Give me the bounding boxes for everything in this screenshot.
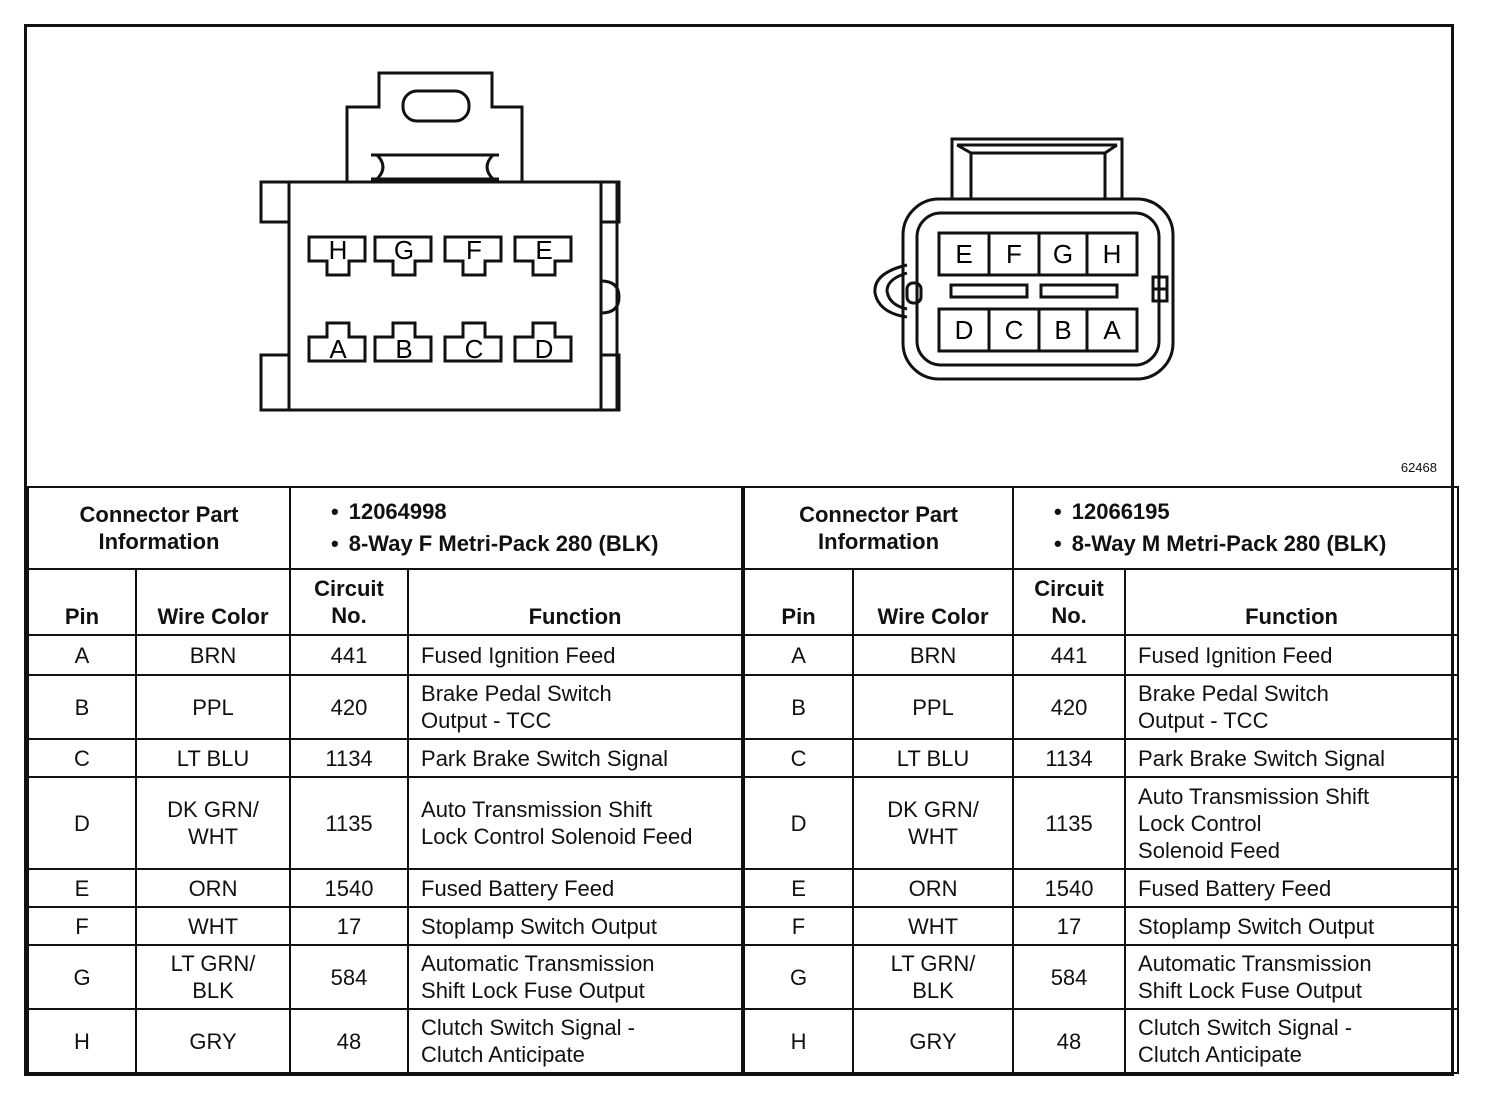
table-row: [28, 907, 1458, 945]
right-info-label-line: Connector Part: [799, 502, 958, 527]
wire-color-cell-line: LT BLU: [896, 745, 970, 771]
function-cell-line: Automatic Transmission: [421, 951, 655, 976]
pin-cell: E: [743, 869, 853, 907]
function-cell-line: Lock Control: [1138, 810, 1262, 836]
female-pin-label: C: [464, 334, 484, 364]
circuit-cell: 420: [290, 675, 408, 739]
function-cell: [1125, 869, 1458, 907]
connector-pinout-table: [27, 486, 1459, 1074]
male-pin-label: G: [1052, 239, 1074, 269]
pin-cell: C: [28, 739, 136, 777]
function-cell-line: Fused Ignition Feed: [1138, 642, 1333, 668]
part-info-row: [28, 487, 1458, 569]
circuit-cell: 1134: [290, 739, 408, 777]
male-pin-label: F: [1006, 239, 1022, 269]
function-cell-line: Clutch Anticipate: [421, 1042, 585, 1067]
circuit-cell: 1135: [1013, 777, 1125, 869]
header-pin: Pin: [743, 569, 853, 635]
circuit-cell: 1134: [1013, 739, 1125, 777]
female-connector-drawing: [261, 73, 619, 410]
wire-color-cell-line: WHT: [907, 824, 959, 849]
function-cell-line: Output - TCC: [1138, 708, 1269, 733]
function-cell: [408, 739, 743, 777]
diagram-frame: [24, 24, 1454, 1076]
circuit-cell: 1135: [290, 777, 408, 869]
male-pin-label: H: [1102, 239, 1122, 269]
function-cell-line: Output - TCC: [421, 708, 552, 733]
function-cell-line: Fused Battery Feed: [421, 875, 615, 901]
female-pin-label: D: [534, 334, 554, 364]
male-pin-label: A: [1103, 315, 1121, 345]
pin-cell: B: [28, 675, 136, 739]
circuit-cell: 420: [1013, 675, 1125, 739]
male-connector-drawing: [875, 139, 1173, 379]
pin-cell: E: [28, 869, 136, 907]
wire-color-cell: [853, 739, 1013, 777]
function-cell: [1125, 739, 1458, 777]
wire-color-cell-line: DK GRN/: [167, 797, 259, 822]
pin-cell: A: [28, 635, 136, 675]
right-part-info: [1013, 487, 1458, 569]
table-row: [28, 777, 1458, 869]
pin-cell: G: [743, 945, 853, 1009]
function-cell-line: Clutch Switch Signal -: [421, 1015, 635, 1040]
function-cell: [408, 869, 743, 907]
wire-color-cell: [853, 675, 1013, 739]
pin-cell: H: [743, 1009, 853, 1073]
right-info-label-line: Information: [818, 529, 940, 554]
function-cell: [408, 635, 743, 675]
wire-color-cell-line: BLK: [912, 978, 954, 1003]
pin-cell: F: [743, 907, 853, 945]
function-cell: [408, 777, 743, 869]
female-pin-label: F: [466, 235, 482, 265]
wire-color-cell-line: WHT: [907, 913, 959, 939]
pin-cell: C: [743, 739, 853, 777]
left-info-label-line: Connector Part: [79, 502, 239, 527]
function-cell: [408, 675, 743, 739]
table-row: [28, 675, 1458, 739]
function-cell-line: Brake Pedal Switch: [1138, 681, 1329, 706]
function-cell-line: Brake Pedal Switch: [421, 681, 612, 706]
pin-cell: G: [28, 945, 136, 1009]
wire-color-cell-line: LT GRN/: [890, 951, 976, 976]
circuit-cell: 48: [290, 1009, 408, 1073]
header-function: Function: [1125, 569, 1458, 635]
function-cell-line: Stoplamp Switch Output: [1138, 913, 1375, 939]
header-row: [28, 569, 1458, 635]
function-cell-line: Shift Lock Fuse Output: [421, 978, 645, 1003]
female-pin-label: E: [535, 235, 553, 265]
pin-cell: H: [28, 1009, 136, 1073]
circuit-cell: 441: [290, 635, 408, 675]
function-cell-line: Solenoid Feed: [1138, 837, 1280, 863]
function-cell: [1125, 1009, 1458, 1073]
wire-color-cell-line: LT GRN/: [170, 951, 256, 976]
header-pin: Pin: [28, 569, 136, 635]
header-circuit: [1013, 569, 1125, 635]
function-cell-line: Park Brake Switch Signal: [1138, 745, 1386, 771]
table-row: [28, 945, 1458, 1009]
wire-color-cell-line: GRY: [909, 1028, 957, 1054]
pin-cell: D: [28, 777, 136, 869]
male-pin-label: B: [1054, 315, 1072, 345]
circuit-cell: 48: [1013, 1009, 1125, 1073]
wire-color-cell-line: PPL: [912, 694, 954, 720]
circuit-cell: 17: [1013, 907, 1125, 945]
function-cell-line: Fused Battery Feed: [1138, 875, 1332, 901]
male-pin-label: D: [954, 315, 974, 345]
header-circuit: [290, 569, 408, 635]
wire-color-cell-line: DK GRN/: [887, 797, 979, 822]
wire-color-cell: [136, 739, 290, 777]
header-circuit-line: No.: [1051, 603, 1087, 628]
function-cell-line: Clutch Switch Signal -: [1138, 1015, 1353, 1040]
function-cell: [408, 907, 743, 945]
header-circuit-line: Circuit: [1034, 576, 1104, 601]
function-cell: [408, 945, 743, 1009]
wire-color-cell: [853, 777, 1013, 869]
right-part-info-label: [743, 487, 1013, 569]
wire-color-cell-line: WHT: [187, 913, 239, 939]
table-row: [28, 739, 1458, 777]
wire-color-cell: [853, 945, 1013, 1009]
function-cell-line: Stoplamp Switch Output: [421, 913, 658, 939]
left-part-desc: • 8-Way F Metri-Pack 280 (BLK): [331, 528, 735, 560]
function-cell: [1125, 635, 1458, 675]
header-wire-color: Wire Color: [853, 569, 1013, 635]
circuit-cell: 584: [290, 945, 408, 1009]
wire-color-cell: [136, 1009, 290, 1073]
right-part-desc: • 8-Way M Metri-Pack 280 (BLK): [1054, 528, 1451, 560]
left-info-label-line: Information: [98, 529, 220, 554]
pin-cell: D: [743, 777, 853, 869]
table-row: [28, 1009, 1458, 1073]
female-pin-label: H: [328, 235, 348, 265]
function-cell: [1125, 945, 1458, 1009]
wire-color-cell: [853, 635, 1013, 675]
wire-color-cell-line: BRN: [189, 642, 237, 668]
male-pin-label: E: [955, 239, 973, 269]
right-part-number: • 12066195: [1054, 496, 1451, 528]
header-circuit-line: Circuit: [314, 576, 384, 601]
male-pin-label: C: [1004, 315, 1024, 345]
left-part-number: • 12064998: [331, 496, 735, 528]
wire-color-cell: [853, 1009, 1013, 1073]
connector-diagrams: [27, 27, 1457, 489]
pin-cell: A: [743, 635, 853, 675]
circuit-cell: 584: [1013, 945, 1125, 1009]
wire-color-cell: [136, 945, 290, 1009]
wire-color-cell-line: GRY: [189, 1028, 237, 1054]
left-part-info-label: [28, 487, 290, 569]
pin-cell: F: [28, 907, 136, 945]
circuit-cell: 1540: [1013, 869, 1125, 907]
function-cell-line: Clutch Anticipate: [1138, 1042, 1302, 1067]
pin-rows: [28, 635, 1458, 1073]
wire-color-cell: [136, 777, 290, 869]
wire-color-cell-line: LT BLU: [176, 745, 250, 771]
function-cell-line: Auto Transmission Shift: [1138, 783, 1370, 809]
wire-color-cell-line: BLK: [192, 978, 234, 1003]
wire-color-cell: [136, 635, 290, 675]
table-row: [28, 869, 1458, 907]
left-part-info: [290, 487, 743, 569]
wire-color-cell-line: WHT: [187, 824, 239, 849]
wire-color-cell: [136, 907, 290, 945]
circuit-cell: 441: [1013, 635, 1125, 675]
function-cell: [1125, 675, 1458, 739]
function-cell: [1125, 777, 1458, 869]
wire-color-cell: [136, 675, 290, 739]
wire-color-cell-line: ORN: [908, 875, 958, 901]
circuit-cell: 17: [290, 907, 408, 945]
header-function: Function: [408, 569, 743, 635]
wire-color-cell: [853, 869, 1013, 907]
figure-id: 62468: [1400, 460, 1437, 475]
female-pin-label: G: [393, 235, 415, 265]
function-cell-line: Auto Transmission Shift: [421, 797, 653, 822]
pin-cell: B: [743, 675, 853, 739]
female-pin-label: A: [329, 334, 347, 364]
table-row: [28, 635, 1458, 675]
header-wire-color: Wire Color: [136, 569, 290, 635]
function-cell-line: Park Brake Switch Signal: [421, 745, 669, 771]
header-circuit-line: No.: [331, 603, 367, 628]
function-cell-line: Automatic Transmission: [1138, 951, 1372, 976]
wire-color-cell: [136, 869, 290, 907]
function-cell: [1125, 907, 1458, 945]
female-pin-label: B: [395, 334, 413, 364]
function-cell-line: Fused Ignition Feed: [421, 642, 616, 668]
circuit-cell: 1540: [290, 869, 408, 907]
function-cell: [408, 1009, 743, 1073]
function-cell-line: Shift Lock Fuse Output: [1138, 978, 1362, 1003]
wire-color-cell: [853, 907, 1013, 945]
wire-color-cell-line: ORN: [188, 875, 238, 901]
wire-color-cell-line: PPL: [192, 694, 234, 720]
function-cell-line: Lock Control Solenoid Feed: [421, 824, 693, 849]
wire-color-cell-line: BRN: [909, 642, 957, 668]
